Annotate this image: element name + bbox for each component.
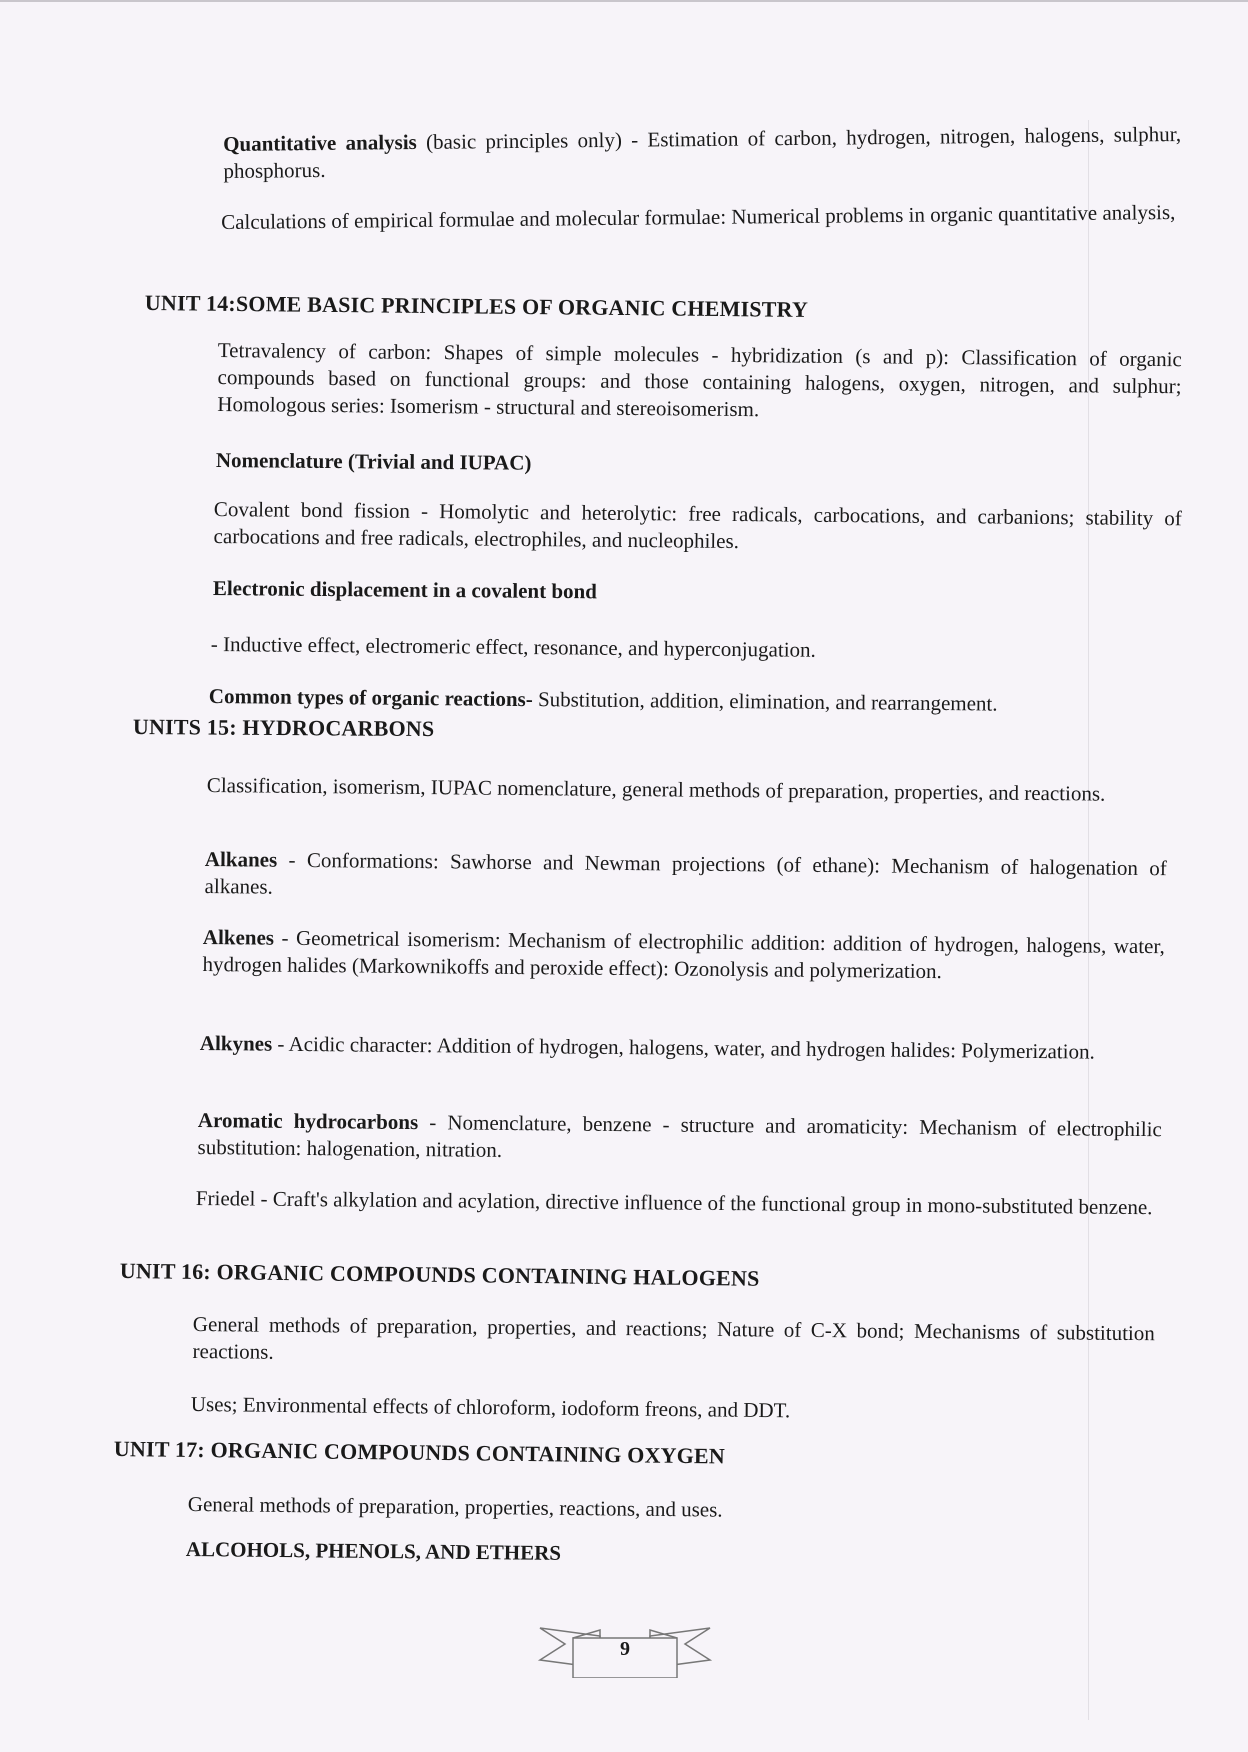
inductive-effect-line: - Inductive effect, electromeric effect, resonance, and hyperconjugation. xyxy=(210,631,816,662)
page-footer xyxy=(520,1618,730,1678)
unit-15-heading: UNITS 15: HYDROCARBONS xyxy=(132,714,435,742)
alkanes-paragraph: Alkanes - Conformations: Sawhorse and Newman projections (of ethane): Mechanism of halogenation of alkanes. xyxy=(204,846,1167,899)
common-reactions-term: Common types of organic reactions- xyxy=(208,683,533,712)
tetravalency-paragraph: Tetravalency of carbon: Shapes of simple molecules - hybridization (s and p): Classification of organic compounds based on functional groups: and those containing halogens, oxygen, nitrogen, and sulphur; Homologous series: Isomerism - structural and stereoisomerism. xyxy=(217,337,1182,422)
scan-top-edge xyxy=(0,0,1248,2)
unit-16-heading: UNIT 16: ORGANIC COMPOUNDS CONTAINING HALOGENS xyxy=(119,1258,760,1291)
oxygen-methods-line: General methods of preparation, properties, reactions, and uses. xyxy=(187,1492,723,1522)
unit-17-heading: UNIT 17: ORGANIC COMPOUNDS CONTAINING OXYGEN xyxy=(113,1436,726,1469)
quantitative-analysis-term: Quantitative analysis xyxy=(223,129,417,156)
alkanes-term: Alkanes xyxy=(204,846,278,872)
quantitative-analysis-paragraph: Quantitative analysis (basic principles only) - Estimation of carbon, hydrogen, nitrogen, halogens, sulphur, phosphorus. xyxy=(223,121,1182,183)
alkynes-term: Alkynes xyxy=(199,1031,273,1056)
environmental-effects-line: Uses; Environmental effects of chloroform, iodoform freons, and DDT. xyxy=(190,1392,791,1423)
unit-14-heading: UNIT 14:SOME BASIC PRINCIPLES OF ORGANIC CHEMISTRY xyxy=(144,290,809,322)
calculations-paragraph: Calculations of empirical formulae and molecular formulae: Numerical problems in organic quantitative analysis, xyxy=(221,200,1176,234)
alkenes-term: Alkenes xyxy=(202,924,275,950)
classification-paragraph: Classification, isomerism, IUPAC nomenclature, general methods of preparation, properties, and reactions. xyxy=(206,772,1106,806)
aromatic-hydrocarbons-term: Aromatic hydrocarbons xyxy=(197,1108,419,1135)
alkenes-paragraph: Alkenes - Geometrical isomerism: Mechanism of electrophilic addition: addition of hydrogen, halogens, water, hydrogen halides (Markownikoffs and peroxide effect): Ozonolysis and polymerization. xyxy=(202,924,1165,984)
electronic-displacement-heading: Electronic displacement in a covalent bond xyxy=(212,576,598,604)
common-reactions-line: Common types of organic reactions- Substitution, addition, elimination, and rearrangement. xyxy=(208,683,998,716)
halogens-methods-paragraph: General methods of preparation, properties, and reactions; Nature of C-X bond; Mechanisms of substitution reactions. xyxy=(192,1312,1155,1364)
alcohols-phenols-ethers-heading: ALCOHOLS, PHENOLS, AND ETHERS xyxy=(185,1537,562,1565)
covalent-bond-fission-paragraph: Covalent bond fission - Homolytic and heterolytic: free radicals, carbocations, and carbanions; stability of carbocations and free radicals, electrophiles, and nucleophiles. xyxy=(213,496,1182,554)
nomenclature-heading: Nomenclature (Trivial and IUPAC) xyxy=(215,448,532,475)
aromatic-hydrocarbons-paragraph: Aromatic hydrocarbons - Nomenclature, benzene - structure and aromaticity: Mechanism of electrophilic substitution: halogenation, nitration. xyxy=(197,1108,1162,1162)
alkynes-paragraph: Alkynes - Acidic character: Addition of hydrogen, halogens, water, and hydrogen halides: Polymerization. xyxy=(199,1031,1095,1064)
friedel-crafts-paragraph: Friedel - Craft's alkylation and acylation, directive influence of the functional group in mono-substituted benzene. xyxy=(195,1186,1153,1220)
page-number: 9 xyxy=(620,1638,630,1660)
